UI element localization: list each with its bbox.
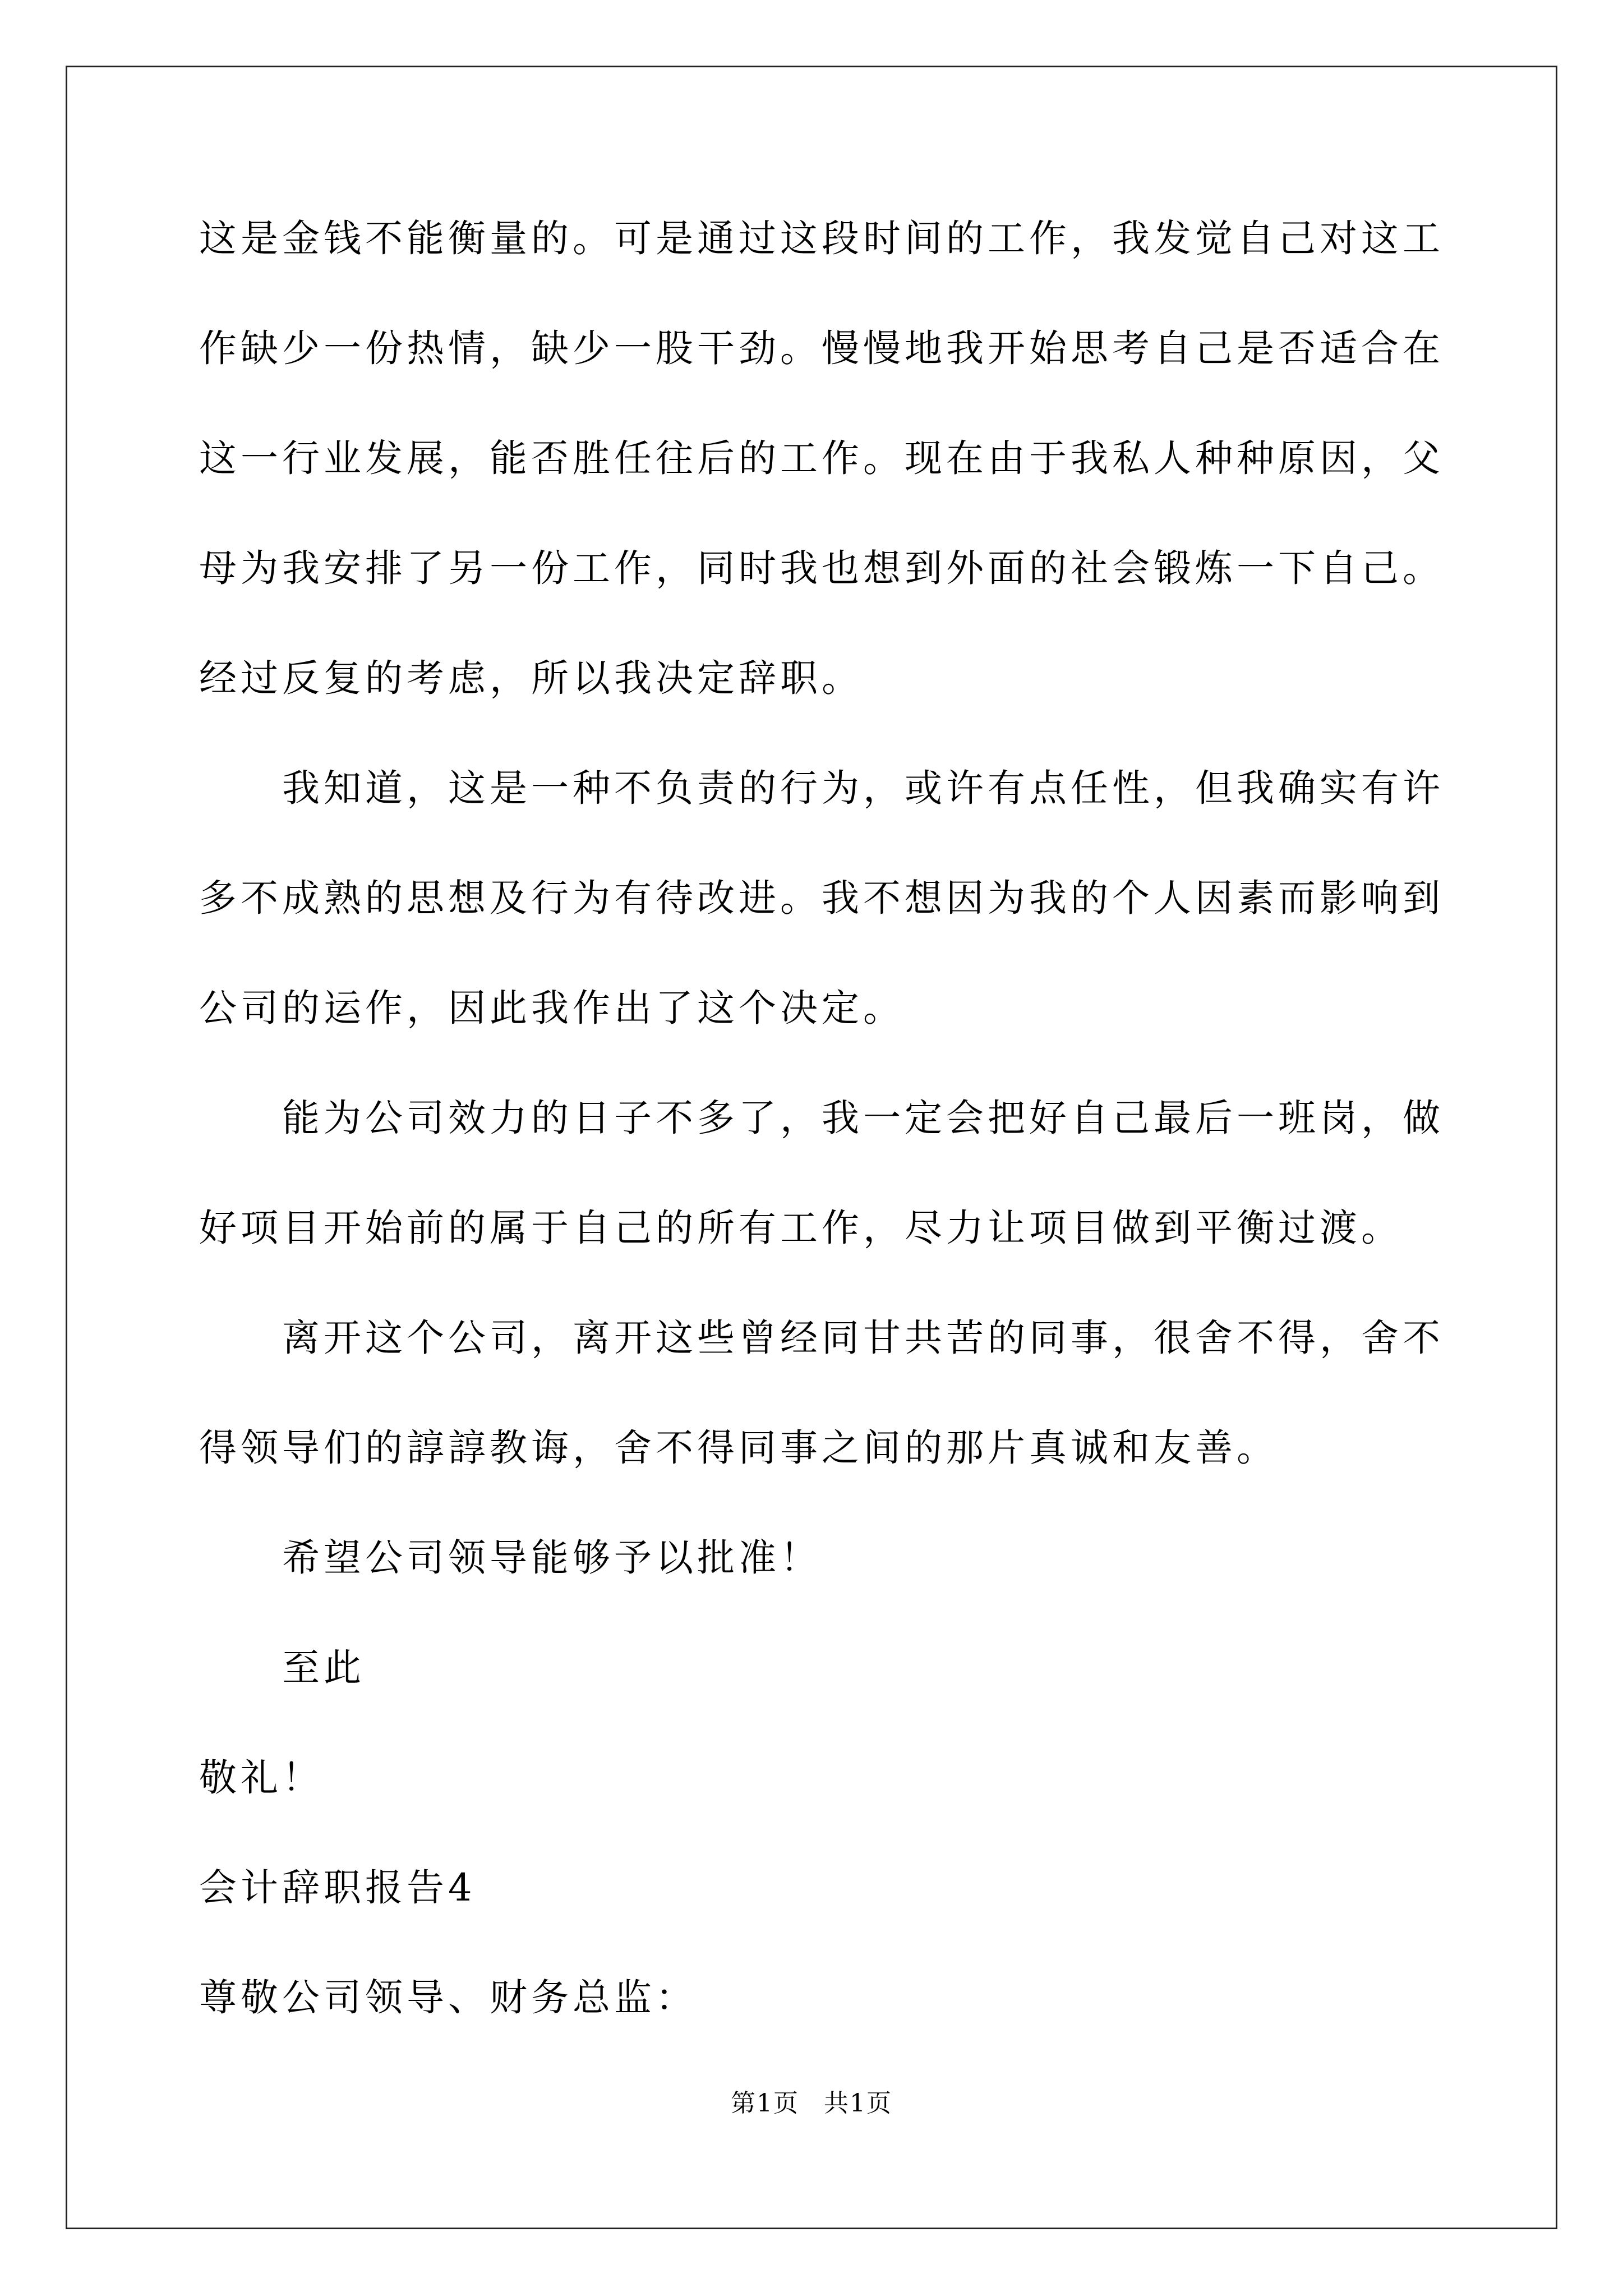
text-line: 这一行业发展，能否胜任往后的工作。现在由于我私人种种原因，父 — [199, 436, 1444, 480]
text-line: 这是金钱不能衡量的。可是通过这段时间的工作，我发觉自己对这工 — [199, 217, 1444, 260]
salutation-line: 敬礼！ — [199, 1756, 324, 1800]
greeting-line: 尊敬公司领导、财务总监： — [199, 1976, 697, 2019]
text-line: 公司的运作，因此我作出了这个决定。 — [199, 986, 905, 1030]
text-line: 多不成熟的思想及行为有待改进。我不想因为我的个人因素而影响到 — [199, 876, 1444, 920]
page-total: 共1页 — [824, 2089, 892, 2118]
page-footer — [0, 2087, 1623, 2120]
paragraph-first-line: 离开这个公司，离开这些曾经同甘共苦的同事，很舍不得，舍不 — [282, 1316, 1444, 1360]
text-line: 得领导们的諄諄教诲，舍不得同事之间的那片真诚和友善。 — [199, 1426, 1278, 1470]
text-line: 好项目开始前的属于自己的所有工作，尽力让项目做到平衡过渡。 — [199, 1206, 1403, 1250]
request-line: 希望公司领导能够予以批准！ — [282, 1536, 822, 1580]
text-line: 经过反复的考虑，所以我决定辞职。 — [199, 656, 863, 700]
paragraph-first-line: 能为公司效力的日子不多了，我一定会把好自己最后一班岗，做 — [282, 1096, 1444, 1140]
page-current: 第1页 — [731, 2089, 799, 2118]
text-line: 作缺少一份热情，缺少一股干劲。慢慢地我开始思考自己是否适合在 — [199, 326, 1444, 370]
section-title: 会计辞职报告4 — [199, 1866, 476, 1910]
text-line: 母为我安排了另一份工作，同时我也想到外面的社会锻炼一下自己。 — [199, 546, 1444, 590]
closing-line: 至此 — [282, 1646, 365, 1690]
paragraph-first-line: 我知道，这是一种不负责的行为，或许有点任性，但我确实有许 — [282, 766, 1444, 810]
